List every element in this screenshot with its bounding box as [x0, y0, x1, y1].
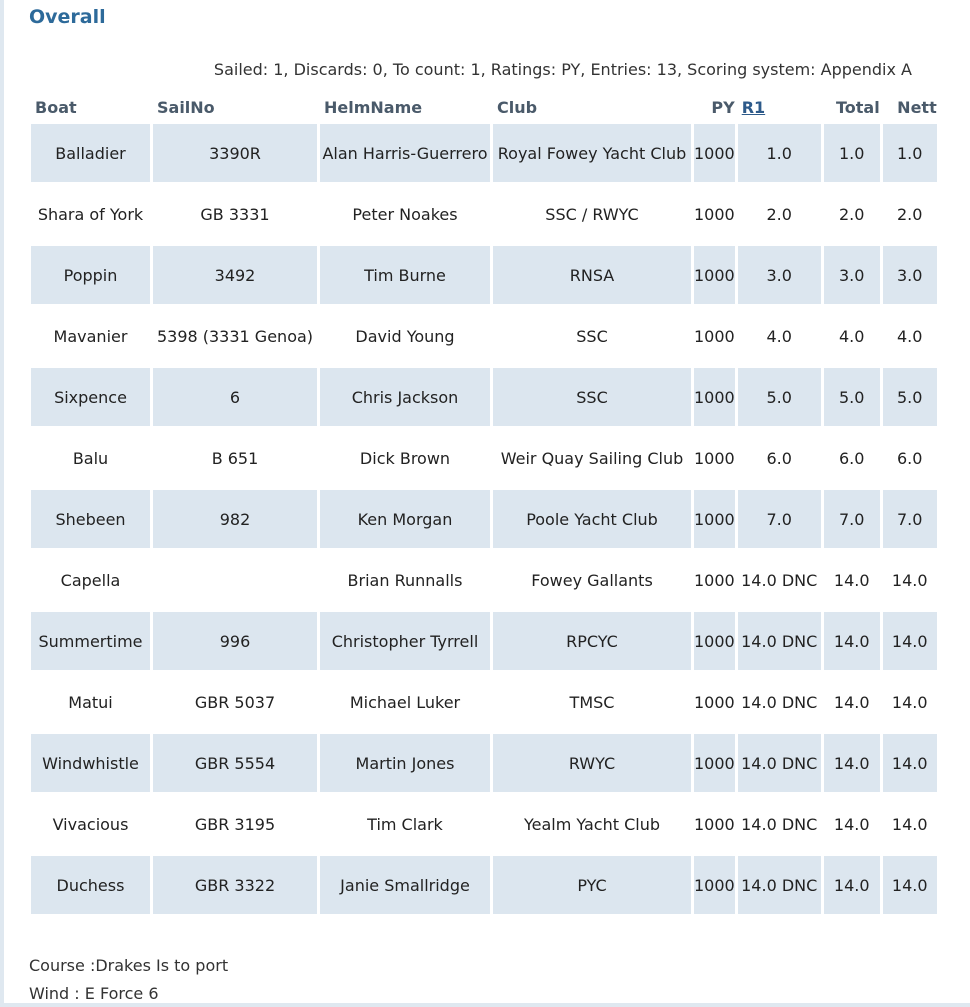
- cell-helmname: Janie Smallridge: [320, 856, 490, 914]
- cell-r1: 5.0: [738, 368, 821, 426]
- cell-total: 14.0: [833, 692, 870, 712]
- cell-boat: Summertime: [31, 612, 150, 670]
- cell-sailno: GBR 3195: [194, 814, 276, 834]
- cell-total: 5.0: [824, 368, 880, 426]
- cell-r1: 4.0: [766, 326, 792, 346]
- cell-r1: 1.0: [738, 124, 821, 182]
- cell-sailno: 3390R: [153, 124, 317, 182]
- table-row: [31, 856, 937, 914]
- cell-total: 1.0: [824, 124, 880, 182]
- cell-total: 14.0: [833, 814, 870, 834]
- cell-py: 1000: [694, 326, 735, 346]
- cell-py: 1000: [694, 368, 735, 426]
- cell-py: 1000: [694, 570, 735, 590]
- cell-nett: 14.0: [891, 814, 928, 834]
- table-row: [31, 429, 937, 487]
- cell-total: 6.0: [838, 448, 865, 468]
- cell-boat: Balladier: [31, 124, 150, 182]
- cell-helmname: Martin Jones: [320, 734, 490, 792]
- cell-boat: Shara of York: [37, 204, 144, 224]
- cell-nett: 6.0: [896, 448, 923, 468]
- column-header-club: Club: [497, 97, 538, 117]
- table-row: [31, 368, 937, 426]
- cell-club: RWYC: [493, 734, 691, 792]
- cell-boat: Windwhistle: [31, 734, 150, 792]
- cell-nett: 14.0: [883, 612, 937, 670]
- cell-club: RPCYC: [493, 612, 691, 670]
- cell-nett: 7.0: [883, 490, 937, 548]
- cell-r1: 2.0: [766, 204, 792, 224]
- cell-py: 1000: [694, 734, 735, 792]
- results-body: [31, 124, 937, 914]
- cell-r1: 14.0 DNC: [741, 692, 818, 712]
- course-note: Course :Drakes Is to port: [29, 956, 229, 975]
- cell-boat: Mavanier: [53, 326, 128, 346]
- cell-club: SSC / RWYC: [545, 204, 639, 224]
- cell-helmname: David Young: [355, 326, 455, 346]
- cell-sailno: 996: [153, 612, 317, 670]
- cell-r1: 3.0: [738, 246, 821, 304]
- cell-club: PYC: [493, 856, 691, 914]
- cell-helmname: Michael Luker: [349, 692, 461, 712]
- cell-py: 1000: [694, 814, 735, 834]
- cell-helmname: Chris Jackson: [320, 368, 490, 426]
- table-row: [31, 795, 937, 853]
- cell-helmname: Tim Clark: [367, 814, 443, 834]
- series-summary: Sailed: 1, Discards: 0, To count: 1, Ratings: PY, Entries: 13, Scoring system: Appendix A: [213, 60, 912, 79]
- column-header-nett: Nett: [897, 97, 937, 117]
- cell-py: 1000: [694, 612, 735, 670]
- cell-total: 2.0: [838, 204, 865, 224]
- cell-nett: 2.0: [896, 204, 923, 224]
- cell-total: 4.0: [838, 326, 865, 346]
- cell-nett: 5.0: [883, 368, 937, 426]
- cell-r1: 7.0: [738, 490, 821, 548]
- cell-py: 1000: [694, 246, 735, 304]
- cell-sailno: GBR 5554: [153, 734, 317, 792]
- cell-r1: 14.0 DNC: [741, 814, 818, 834]
- results-table: [28, 90, 940, 917]
- bottom-border: [4, 1003, 970, 1007]
- cell-boat: Shebeen: [31, 490, 150, 548]
- column-header-total: Total: [836, 97, 880, 117]
- column-header-py: PY: [711, 97, 735, 117]
- table-row: [31, 307, 937, 365]
- table-row: [31, 612, 937, 670]
- cell-nett: 14.0: [891, 570, 928, 590]
- cell-sailno: GBR 5037: [194, 692, 276, 712]
- cell-py: 1000: [694, 490, 735, 548]
- column-header-r1[interactable]: [738, 93, 821, 121]
- table-row: [31, 673, 937, 731]
- column-header-boat: Boat: [35, 97, 77, 117]
- cell-sailno: 6: [153, 368, 317, 426]
- cell-nett: 3.0: [883, 246, 937, 304]
- cell-total: 14.0: [824, 856, 880, 914]
- cell-sailno: [153, 551, 317, 609]
- cell-nett: 14.0: [891, 692, 928, 712]
- cell-sailno: GBR 3322: [153, 856, 317, 914]
- cell-sailno: B 651: [211, 448, 259, 468]
- cell-club: Royal Fowey Yacht Club: [493, 124, 691, 182]
- table-row: [31, 734, 937, 792]
- cell-helmname: Alan Harris-Guerrero: [320, 124, 490, 182]
- cell-boat: Matui: [68, 692, 113, 712]
- cell-r1: 14.0 DNC: [738, 734, 821, 792]
- cell-boat: Duchess: [31, 856, 150, 914]
- cell-club: Fowey Gallants: [531, 570, 653, 590]
- table-row: [31, 490, 937, 548]
- cell-boat: Poppin: [31, 246, 150, 304]
- cell-club: RNSA: [493, 246, 691, 304]
- cell-helmname: Peter Noakes: [352, 204, 458, 224]
- table-row: [31, 246, 937, 304]
- race-notes: [29, 952, 228, 1007]
- cell-py: 1000: [694, 204, 735, 224]
- table-row: [31, 124, 937, 182]
- cell-helmname: Dick Brown: [359, 448, 451, 468]
- cell-py: 1000: [694, 448, 735, 468]
- cell-sailno: 3492: [153, 246, 317, 304]
- cell-boat: Vivacious: [52, 814, 129, 834]
- cell-helmname: Ken Morgan: [320, 490, 490, 548]
- cell-total: 7.0: [824, 490, 880, 548]
- column-header-sailno: SailNo: [157, 97, 215, 117]
- cell-total: 14.0: [824, 734, 880, 792]
- cell-py: 1000: [694, 856, 735, 914]
- column-header-helmname: HelmName: [324, 97, 423, 117]
- cell-sailno: 5398 (3331 Genoa): [156, 326, 314, 346]
- cell-helmname: Tim Burne: [320, 246, 490, 304]
- cell-sailno: GB 3331: [200, 204, 270, 224]
- cell-club: SSC: [493, 368, 691, 426]
- cell-nett: 1.0: [883, 124, 937, 182]
- cell-nett: 14.0: [883, 734, 937, 792]
- cell-total: 14.0: [824, 612, 880, 670]
- page-title: Overall: [29, 6, 106, 28]
- cell-helmname: Brian Runnalls: [347, 570, 463, 590]
- table-header-row: [31, 93, 937, 121]
- cell-club: Weir Quay Sailing Club: [500, 448, 684, 468]
- cell-total: 3.0: [824, 246, 880, 304]
- cell-r1: 14.0 DNC: [738, 612, 821, 670]
- cell-total: 14.0: [833, 570, 870, 590]
- cell-py: 1000: [694, 692, 735, 712]
- cell-r1: 14.0 DNC: [741, 570, 818, 590]
- table-row: [31, 551, 937, 609]
- cell-boat: Balu: [72, 448, 109, 468]
- cell-club: Yealm Yacht Club: [524, 814, 660, 834]
- wind-note: Wind : E Force 6: [29, 984, 159, 1003]
- cell-boat: Sixpence: [31, 368, 150, 426]
- cell-sailno: 982: [153, 490, 317, 548]
- r1-sort-link[interactable]: R1: [741, 97, 766, 117]
- cell-club: TMSC: [569, 692, 615, 712]
- cell-py: 1000: [694, 124, 735, 182]
- cell-club: Poole Yacht Club: [493, 490, 691, 548]
- cell-helmname: Christopher Tyrrell: [320, 612, 490, 670]
- cell-r1: 14.0 DNC: [738, 856, 821, 914]
- cell-boat: Capella: [60, 570, 121, 590]
- table-row: [31, 185, 937, 243]
- cell-r1: 6.0: [766, 448, 792, 468]
- cell-nett: 14.0: [883, 856, 937, 914]
- cell-club: SSC: [576, 326, 608, 346]
- cell-nett: 4.0: [896, 326, 923, 346]
